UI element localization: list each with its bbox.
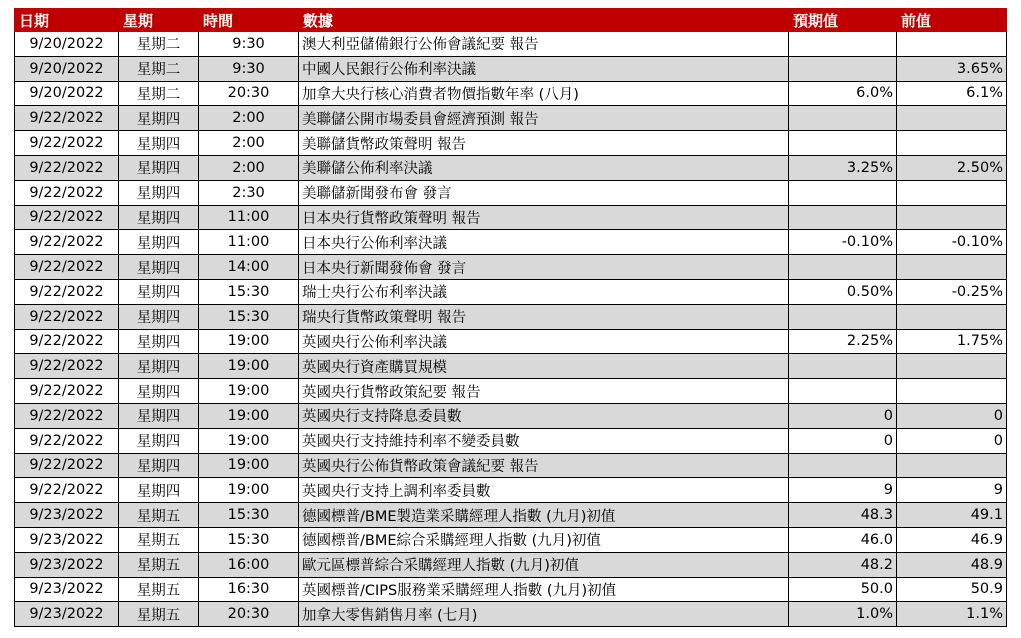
time-cell: 15:30: [199, 279, 299, 304]
weekday-cell: 星期二: [119, 32, 199, 57]
event-cell: 英國央行支持上調利率委員數: [299, 478, 789, 503]
weekday-cell: 星期四: [119, 155, 199, 180]
time-cell: 20:30: [199, 81, 299, 106]
date-cell: 9/20/2022: [15, 81, 119, 106]
table-row: [15, 131, 1007, 156]
weekday-cell: 星期四: [119, 230, 199, 255]
time-cell: 19:00: [199, 329, 299, 354]
date-cell: 9/22/2022: [15, 155, 119, 180]
weekday-cell: 星期四: [119, 428, 199, 453]
forecast-cell: 6.0%: [789, 81, 897, 106]
table-row: [15, 602, 1007, 627]
date-cell: 9/22/2022: [15, 205, 119, 230]
header-time: 時間: [199, 9, 299, 32]
forecast-cell: 48.2: [789, 552, 897, 577]
header-row: [15, 9, 1007, 32]
time-cell: 9:30: [199, 56, 299, 81]
previous-cell: 9: [897, 478, 1007, 503]
event-cell: 日本央行新聞發佈會 發言: [299, 255, 789, 280]
event-cell: 德國標普/BME綜合采購經理人指數 (九月)初值: [299, 527, 789, 552]
weekday-cell: 星期四: [119, 131, 199, 156]
date-cell: 9/22/2022: [15, 428, 119, 453]
forecast-cell: 3.25%: [789, 155, 897, 180]
table-row: [15, 503, 1007, 528]
table-row: [15, 279, 1007, 304]
time-cell: 16:30: [199, 577, 299, 602]
table-row: [15, 255, 1007, 280]
previous-cell: [897, 379, 1007, 404]
forecast-cell: [789, 255, 897, 280]
time-cell: 2:30: [199, 180, 299, 205]
table-row: [15, 428, 1007, 453]
table-row: [15, 329, 1007, 354]
time-cell: 14:00: [199, 255, 299, 280]
date-cell: 9/22/2022: [15, 106, 119, 131]
forecast-cell: 0.50%: [789, 279, 897, 304]
date-cell: 9/23/2022: [15, 602, 119, 627]
time-cell: 2:00: [199, 131, 299, 156]
time-cell: 19:00: [199, 478, 299, 503]
forecast-cell: [789, 32, 897, 57]
date-cell: 9/22/2022: [15, 230, 119, 255]
forecast-cell: [789, 205, 897, 230]
weekday-cell: 星期四: [119, 205, 199, 230]
table-row: [15, 354, 1007, 379]
forecast-cell: [789, 354, 897, 379]
date-cell: 9/23/2022: [15, 552, 119, 577]
weekday-cell: 星期四: [119, 255, 199, 280]
weekday-cell: 星期四: [119, 329, 199, 354]
table-row: [15, 81, 1007, 106]
weekday-cell: 星期四: [119, 453, 199, 478]
weekday-cell: 星期四: [119, 279, 199, 304]
table-row: [15, 453, 1007, 478]
header-weekday: 星期: [119, 9, 199, 32]
weekday-cell: 星期四: [119, 478, 199, 503]
date-cell: 9/22/2022: [15, 478, 119, 503]
previous-cell: 1.75%: [897, 329, 1007, 354]
previous-cell: [897, 304, 1007, 329]
table-row: [15, 552, 1007, 577]
forecast-cell: [789, 304, 897, 329]
previous-cell: 50.9: [897, 577, 1007, 602]
previous-cell: 1.1%: [897, 602, 1007, 627]
table-row: [15, 56, 1007, 81]
time-cell: 11:00: [199, 205, 299, 230]
table-row: [15, 155, 1007, 180]
forecast-cell: [789, 56, 897, 81]
weekday-cell: 星期四: [119, 106, 199, 131]
date-cell: 9/20/2022: [15, 56, 119, 81]
table-row: [15, 379, 1007, 404]
table-row: [15, 478, 1007, 503]
economic-calendar-table: [14, 8, 1007, 627]
forecast-cell: 48.3: [789, 503, 897, 528]
event-cell: 英國央行資產購買規模: [299, 354, 789, 379]
event-cell: 英國標普/CIPS服務業采購經理人指數 (九月)初值: [299, 577, 789, 602]
forecast-cell: -0.10%: [789, 230, 897, 255]
time-cell: 19:00: [199, 428, 299, 453]
date-cell: 9/22/2022: [15, 403, 119, 428]
weekday-cell: 星期四: [119, 354, 199, 379]
forecast-cell: 9: [789, 478, 897, 503]
date-cell: 9/22/2022: [15, 131, 119, 156]
event-cell: 英國央行支持維持利率不變委員數: [299, 428, 789, 453]
weekday-cell: 星期四: [119, 379, 199, 404]
event-cell: 日本央行公佈利率決議: [299, 230, 789, 255]
event-cell: 加拿大央行核心消費者物價指數年率 (八月): [299, 81, 789, 106]
date-cell: 9/20/2022: [15, 32, 119, 57]
forecast-cell: 1.0%: [789, 602, 897, 627]
event-cell: 英國央行貨幣政策紀要 報告: [299, 379, 789, 404]
previous-cell: [897, 131, 1007, 156]
date-cell: 9/23/2022: [15, 577, 119, 602]
date-cell: 9/23/2022: [15, 527, 119, 552]
time-cell: 15:30: [199, 503, 299, 528]
previous-cell: 48.9: [897, 552, 1007, 577]
forecast-cell: [789, 180, 897, 205]
table-row: [15, 577, 1007, 602]
weekday-cell: 星期二: [119, 81, 199, 106]
table-row: [15, 205, 1007, 230]
time-cell: 9:30: [199, 32, 299, 57]
previous-cell: [897, 180, 1007, 205]
weekday-cell: 星期四: [119, 180, 199, 205]
table-body: [15, 32, 1007, 627]
header-previous: 前值: [897, 9, 1007, 32]
table-row: [15, 180, 1007, 205]
event-cell: 德國標普/BME製造業采購經理人指數 (九月)初值: [299, 503, 789, 528]
previous-cell: -0.25%: [897, 279, 1007, 304]
table-row: [15, 403, 1007, 428]
weekday-cell: 星期五: [119, 503, 199, 528]
table-row: [15, 230, 1007, 255]
date-cell: 9/22/2022: [15, 329, 119, 354]
time-cell: 16:00: [199, 552, 299, 577]
event-cell: 澳大利亞儲備銀行公佈會議紀要 報告: [299, 32, 789, 57]
date-cell: 9/22/2022: [15, 304, 119, 329]
weekday-cell: 星期五: [119, 552, 199, 577]
event-cell: 瑞士央行公布利率決議: [299, 279, 789, 304]
previous-cell: -0.10%: [897, 230, 1007, 255]
date-cell: 9/22/2022: [15, 379, 119, 404]
weekday-cell: 星期五: [119, 527, 199, 552]
time-cell: 11:00: [199, 230, 299, 255]
previous-cell: 6.1%: [897, 81, 1007, 106]
time-cell: 19:00: [199, 354, 299, 379]
previous-cell: 49.1: [897, 503, 1007, 528]
table-row: [15, 106, 1007, 131]
forecast-cell: [789, 453, 897, 478]
time-cell: 19:00: [199, 379, 299, 404]
time-cell: 20:30: [199, 602, 299, 627]
previous-cell: [897, 453, 1007, 478]
event-cell: 中國人民銀行公佈利率決議: [299, 56, 789, 81]
table-row: [15, 527, 1007, 552]
weekday-cell: 星期四: [119, 403, 199, 428]
time-cell: 2:00: [199, 155, 299, 180]
weekday-cell: 星期五: [119, 577, 199, 602]
event-cell: 美聯儲公佈利率決議: [299, 155, 789, 180]
time-cell: 15:30: [199, 304, 299, 329]
event-cell: 美聯儲貨幣政策聲明 報告: [299, 131, 789, 156]
weekday-cell: 星期四: [119, 304, 199, 329]
weekday-cell: 星期二: [119, 56, 199, 81]
previous-cell: [897, 106, 1007, 131]
header-date: 日期: [15, 9, 119, 32]
date-cell: 9/22/2022: [15, 453, 119, 478]
table-header: [15, 9, 1007, 32]
event-cell: 美聯儲新聞發布會 發言: [299, 180, 789, 205]
time-cell: 19:00: [199, 453, 299, 478]
table-row: [15, 304, 1007, 329]
forecast-cell: 50.0: [789, 577, 897, 602]
table-row: [15, 32, 1007, 57]
previous-cell: 3.65%: [897, 56, 1007, 81]
header-forecast: 預期值: [789, 9, 897, 32]
event-cell: 日本央行貨幣政策聲明 報告: [299, 205, 789, 230]
event-cell: 英國央行支持降息委員數: [299, 403, 789, 428]
header-event: 數據: [299, 9, 789, 32]
forecast-cell: [789, 131, 897, 156]
date-cell: 9/22/2022: [15, 180, 119, 205]
event-cell: 美聯儲公開市場委員會經濟預測 報告: [299, 106, 789, 131]
date-cell: 9/22/2022: [15, 354, 119, 379]
previous-cell: 0: [897, 428, 1007, 453]
event-cell: 加拿大零售銷售月率 (七月): [299, 602, 789, 627]
previous-cell: 2.50%: [897, 155, 1007, 180]
forecast-cell: 2.25%: [789, 329, 897, 354]
previous-cell: [897, 354, 1007, 379]
time-cell: 2:00: [199, 106, 299, 131]
forecast-cell: 0: [789, 428, 897, 453]
forecast-cell: [789, 379, 897, 404]
previous-cell: 46.9: [897, 527, 1007, 552]
time-cell: 15:30: [199, 527, 299, 552]
event-cell: 歐元區標普綜合采購經理人指數 (九月)初值: [299, 552, 789, 577]
forecast-cell: 0: [789, 403, 897, 428]
previous-cell: [897, 32, 1007, 57]
event-cell: 英國央行公佈貨幣政策會議紀要 報告: [299, 453, 789, 478]
event-cell: 英國央行公佈利率決議: [299, 329, 789, 354]
time-cell: 19:00: [199, 403, 299, 428]
forecast-cell: [789, 106, 897, 131]
previous-cell: [897, 205, 1007, 230]
forecast-cell: 46.0: [789, 527, 897, 552]
event-cell: 瑞央行貨幣政策聲明 報告: [299, 304, 789, 329]
previous-cell: [897, 255, 1007, 280]
previous-cell: 0: [897, 403, 1007, 428]
weekday-cell: 星期五: [119, 602, 199, 627]
date-cell: 9/22/2022: [15, 279, 119, 304]
date-cell: 9/23/2022: [15, 503, 119, 528]
date-cell: 9/22/2022: [15, 255, 119, 280]
